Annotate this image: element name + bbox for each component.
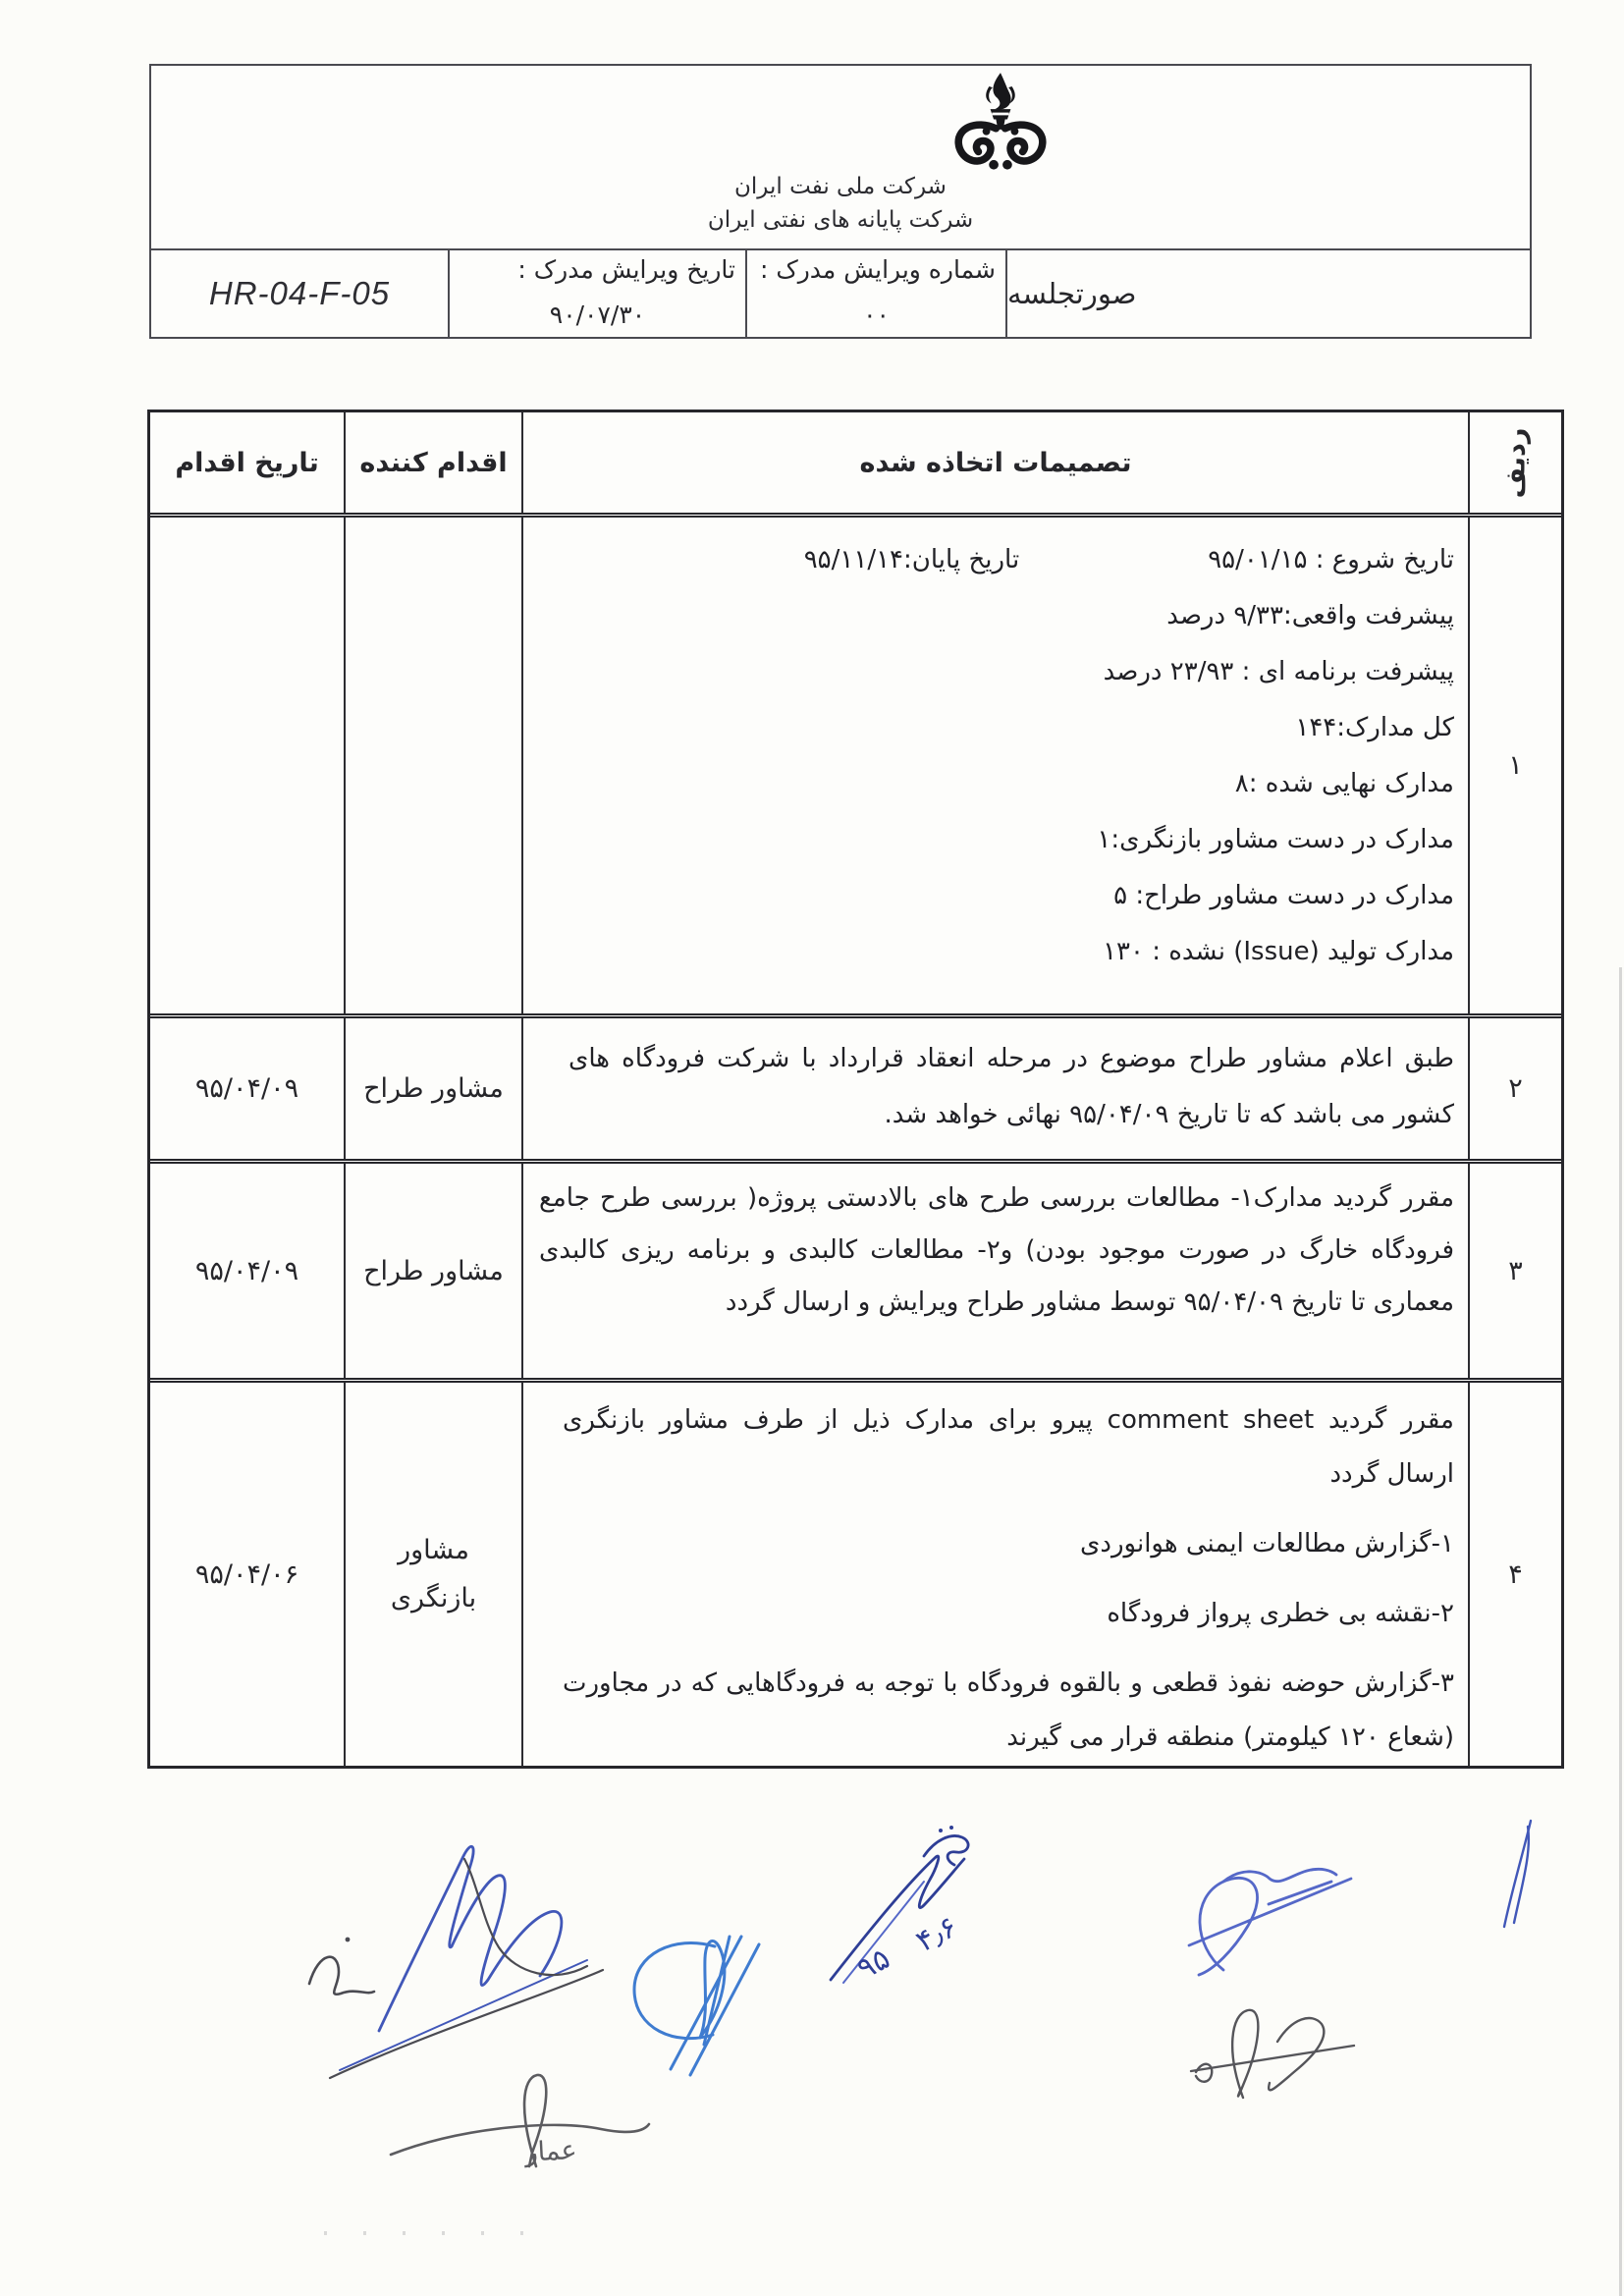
signature-center-right [831,1826,968,1987]
table-row [150,1378,1561,1766]
action-date-cell: ۹۵/۰۴/۰۹ [194,1073,299,1104]
project-dates-line [543,532,1454,588]
header-action-date: تاریخ اقدام [175,447,319,478]
decision-cell: طبق اعلام مشاور طراح موضوع در مرحله انعقاد قرارداد با شرکت فرودگاه های کشور می باشد که تا تاریخ ۹۵/۰۴/۰۹ نهائی خواهد شد. [521,1018,1468,1159]
form-code: HR-04-F-05 [208,275,391,311]
revision-date-label: تاریخ ویرایش مدرک : [517,255,735,284]
total-documents: کل مدارک:۱۴۴ [1295,713,1454,742]
decision-cell [521,518,1468,1013]
docs-not-issued: مدارک تولید (Issue) نشده : ۱۳۰ [1103,937,1454,966]
finalized-documents: مدارک نهایی شده :۸ [1234,769,1454,798]
revision-date-value: ۹۰/۰۷/۳۰ [549,301,646,329]
document-title: صورتجلسه [1007,277,1137,310]
actor-cell: مشاور طراح [344,1164,521,1378]
table-row [150,513,1561,1013]
nioc-torch-logo-icon [942,72,1059,174]
start-date: تاریخ شروع : ۹۵/۰۱/۱۵ [1208,545,1454,574]
header-actor: اقدام کننده [344,412,521,513]
scan-speck-artifact [324,2231,550,2235]
decision-item: ۲-نقشه بی خطری پرواز فرودگاه [1107,1599,1454,1628]
document-title-cell [1005,250,1530,337]
header-box [149,64,1532,339]
action-date-cell [150,518,344,1013]
docs-with-design-consultant: مدارک در دست مشاور طراح: ۵ [1113,881,1454,910]
row-number: ۳ [1468,1164,1561,1378]
action-date-cell: ۹۵/۰۴/۰۶ [194,1558,299,1590]
revision-date-cell [448,250,745,337]
signature-name-note: عمار [523,2135,578,2168]
signature-center-circle [634,1937,759,2075]
actor-cell [344,518,521,1013]
scan-edge-artifact [1619,967,1622,2296]
decision-item: ۳-گزارش حوضه نفوذ قطعی و بالقوه فرودگاه با توجه به فرودگاهایی که در مجاورت (شعاع ۱۲۰ کیلومتر) منطقه قرار می گیرند [563,1668,1454,1752]
revision-number-value: ۰۰ [863,301,890,329]
signature-date-md: ۴٫۶ [910,1909,963,1960]
header-meta-row [151,248,1530,337]
end-date: تاریخ پایان:۹۵/۱۱/۱۴ [803,545,1020,574]
signature-bottom-right [1191,2010,1354,2098]
form-code-cell [151,250,448,337]
handwritten-signatures [137,1787,1581,2288]
header-logo-area [151,66,1530,248]
decisions-table [147,410,1564,1769]
row-number: ۲ [1468,1018,1561,1159]
progress-actual: پیشرفت واقعی:۹/۳۳ درصد [1166,601,1454,630]
header-decisions: تصمیمات اتخاذه شده [521,412,1468,513]
row-number: ۴ [1468,1383,1561,1766]
row-number: ۱ [1468,518,1561,1013]
actor-cell [344,1383,521,1766]
revision-number-cell [745,250,1005,337]
table-row [150,1013,1561,1159]
org-name-secondary: شرکت پایانه های نفتی ایران [707,207,974,233]
docs-with-review-consultant: مدارک در دست مشاور بازنگری:۱ [1097,825,1454,854]
decision-cell: مقرر گردید مدارک۱- مطالعات بررسی طرح های بالادستی پروژه( بررسی طرح جامع فرودگاه خارگ در صورت موجود بودن) و۲- مطالعات کالبدی و برنامه ریزی کالبدی معماری تا تاریخ ۹۵/۰۴/۰۹ توسط مشاور طراح ویرایش و ارسال گردد [521,1164,1468,1378]
signature-edge-partial [1504,1821,1531,1927]
signature-date-year: ۹۵ [851,1941,896,1988]
action-date-cell: ۹۵/۰۴/۰۹ [194,1255,299,1286]
signature-right-blue [1189,1869,1351,1975]
actor-line1: مشاور [398,1535,469,1565]
actor-line2: بازنگری [390,1583,477,1613]
org-name-primary: شرکت ملی نفت ایران [734,174,947,199]
decision-intro: مقرر گردید comment sheet پیرو برای مدارک ذیل از طرف مشاور بازنگری ارسال گردد [563,1405,1454,1489]
decision-cell [521,1383,1468,1766]
actor-cell: مشاور طراح [344,1018,521,1159]
table-row [150,1159,1561,1378]
table-header-row [150,412,1561,513]
decision-item: ۱-گزارش مطالعات ایمنی هوانوردی [1080,1529,1454,1558]
signature-left-cluster [309,1846,603,2078]
signature-center-bottom [391,2075,649,2168]
progress-planned: پیشرفت برنامه ای : ۲۳/۹۳ درصد [1103,657,1454,686]
revision-number-label: شماره ویرایش مدرک : [759,255,996,284]
header-row-number: ردیف [1468,412,1561,513]
